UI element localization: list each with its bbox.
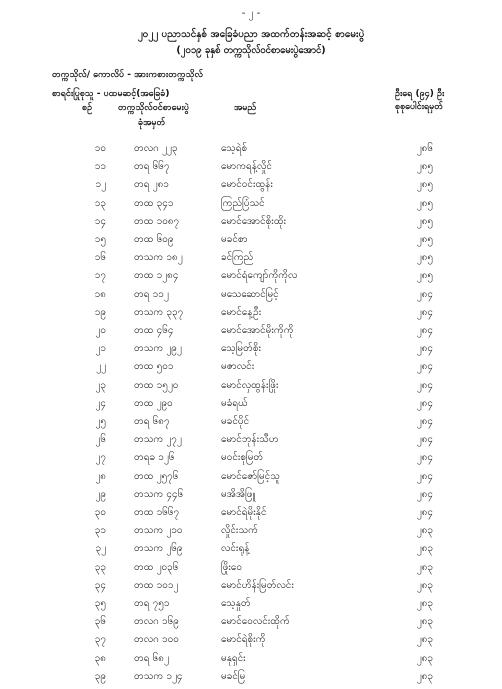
row-name: မောင်ရဲစိုးကို [221,634,266,646]
row-number: ၂၃ [95,379,106,391]
row-exam-no: တထ ၁၆၆၇ [134,507,180,518]
row-total-mark: ၂၈၃ [416,670,433,682]
row-exam-no: တရ ၂၈၁ [134,179,169,191]
row-total-mark: ၂၈၅ [416,270,433,282]
row-number: ၁၄ [94,215,106,227]
table-row [0,378,502,396]
row-total-mark: ၂၈၃ [416,634,433,646]
row-number: ၂၀ [95,325,106,336]
row-name: မသေဆောင်မြင့် [221,288,279,300]
row-exam-no: တသက ၃၃၇ [134,306,184,318]
row-name: မောင်ဟိန်းမြတ်လင်း [221,579,294,591]
row-total-mark: ၂၈၅ [416,161,433,173]
table-row [0,341,502,359]
region-label: တက္ကသိုလ်/ ကောလိပ် - အားကစားတက္ကသိုလ် [52,70,203,80]
row-name: မဇာလင်း [221,361,255,373]
row-name: မောကရန့်လှိုင် [221,161,272,173]
row-number: ၂၇ [95,452,106,464]
row-total-mark: ၂၈၄ [416,288,433,300]
table-row [0,651,502,669]
table-row [0,614,502,632]
table-row [0,232,502,250]
row-total-mark: ၂၈၃ [416,598,433,609]
row-total-mark: ၂၈၄ [416,416,433,427]
total-label: ဦးရေ (၉၄) ဦး [395,89,445,99]
row-total-mark: ၂၈၃ [416,561,433,573]
row-exam-no: တသက ၂၆၉ [134,543,183,555]
page-subtitle: (၂၀၁၉ ခုနှစ် တက္ကသိုလ်ဝင်စာမေးပွဲအောင်) [176,45,326,56]
row-number: ၂၂ [96,361,106,373]
table-row [0,487,502,505]
table-row [0,141,502,159]
row-total-mark: ၂၈၃ [416,543,433,555]
table-row [0,268,502,286]
row-name: မောင်နေ့ဦး [221,306,262,318]
table-row [0,323,502,341]
row-name: မခင်မြ [221,670,246,682]
row-number: ၁၆ [94,252,106,264]
header-exam: တက္ကသိုလ်ဝင်စာမေးပွဲ [118,103,189,113]
row-exam-no: တရ ၆၈၇ [134,416,170,427]
row-number: ၃၄ [94,579,106,591]
page-title: ၂၀၂၂ ပညာသင်နှစ် အခြေခံပညာ အထက်တန်းအဆင့် စာမေးပွဲ [137,29,365,40]
row-exam-no: တသက ၂၉၂ [134,343,182,355]
row-name: မောင်အောင်မိုးကိုကို [221,325,294,336]
row-number: ၃၁ [94,525,106,537]
row-name: မောင်ဇော်မြင့်သူ [221,470,280,482]
table-row [0,396,502,414]
row-total-mark: ၂၈၄ [416,343,433,355]
row-total-mark: ၂၈၄ [416,434,433,446]
row-name: သေ့နှုတ် [221,598,251,609]
row-total-mark: ၂၈၆ [416,143,433,154]
row-number: ၁၀ [94,143,106,154]
row-number: ၃၇ [94,634,106,646]
row-name: သေ့ရဲစ် [221,143,248,154]
row-name: ဖြိုးဝေ [221,561,242,573]
total-mark-header: စုစုပေါင်းရမှတ် [395,102,444,112]
row-number: ၃၅ [94,598,106,609]
row-name: မောင်ဝင်းထွန်း [221,179,273,191]
row-exam-no: တထ ၃၄၁ [134,197,174,209]
row-total-mark: ၂၈၄ [416,361,433,373]
row-name: မောင်အောင်စိုးထိုး [221,215,287,227]
row-name: မခင်ပိုင် [221,416,250,427]
row-number: ၁၂ [95,179,106,191]
row-total-mark: ၂၈၄ [416,379,433,391]
table-row [0,596,502,614]
table-row [0,177,502,195]
row-total-mark: ၂၈၄ [416,470,433,482]
table-row [0,159,502,177]
row-exam-no: တထ ၂၉၀ [134,397,173,409]
row-number: ၁၅ [94,234,106,245]
row-number: ၂၁ [95,343,106,355]
row-total-mark: ၂၈၄ [416,488,433,500]
row-exam-no: တလဂ ၁၀၀ [134,634,179,646]
row-name: လင်းရုန့် [221,543,250,555]
row-name: လှိုင်းသက် [221,525,258,537]
row-number: ၂၅ [95,416,106,427]
row-exam-no: တသက ၂၁၀ [134,525,183,537]
row-exam-no: တရ ၁၁၂ [134,288,169,300]
row-exam-no: တထ ၂၀၃၆ [134,561,179,573]
row-total-mark: ၂၈၅ [416,215,433,227]
row-name: မောင်ရံကျော်ကိုကိုလ [221,270,298,282]
row-name: မခင်စာ [221,234,248,245]
table-row [0,632,502,650]
row-name: သေ့မြတ်စိုး [221,343,261,355]
header-exam-no: ခုံအမှတ် [138,118,166,128]
row-exam-no: တထ ၁၂၈၄ [134,270,179,282]
row-total-mark: ၂၈၃ [416,579,433,591]
row-name: ခင်ကြည် [221,252,254,264]
row-name: မောင်လှထွန်းဖြိုး [221,379,279,391]
table-row [0,541,502,559]
row-exam-no: တသက ၄၄၆ [134,488,184,500]
row-exam-no: တသက ၂၇၂ [134,434,182,446]
table-row [0,505,502,523]
row-total-mark: ၂၈၃ [416,652,433,664]
row-number: ၃၉ [94,670,106,682]
row-number: ၂၄ [95,397,106,409]
table-row [0,414,502,432]
table-row [0,669,502,687]
row-exam-no: တရ ၇၅၁ [134,598,170,609]
row-total-mark: ၂၈၅ [416,197,433,209]
table-row [0,359,502,377]
page-number: - ၂ - [241,8,261,19]
row-exam-no: တသက ၁၂၄ [134,670,183,682]
row-name: မောင်ဝေလင်းထိုက် [221,616,290,628]
row-number: ၂၈ [95,470,106,482]
category-label: စာရင်းပြုစုသူ - ပထမဆင့်(အခြေခံ) [52,89,170,99]
row-exam-no: တထ ၂၅၇၆ [134,470,179,482]
row-total-mark: ၂၈၅ [416,234,433,245]
table-row [0,432,502,450]
row-total-mark: ၂၈၄ [416,325,433,336]
row-number: ၁၁ [94,161,106,173]
row-total-mark: ၂၈၃ [416,616,433,628]
row-number: ၁၇ [94,270,106,282]
table-row [0,469,502,487]
table-row [0,450,502,468]
row-exam-no: တရ ၆၆၇ [134,161,170,173]
row-name: မနုရှင်း [221,652,246,664]
header-no: စဉ် [82,103,93,113]
table-row [0,250,502,268]
row-exam-no: တထ ၁၅၂၀ [134,379,179,391]
row-total-mark: ၂၈၄ [416,452,433,464]
row-number: ၃၈ [94,652,106,664]
row-exam-no: တထ ၆၀၉ [134,234,174,245]
row-name: ကြည်ပြံသင် [221,197,265,209]
table-row [0,560,502,578]
table-row [0,523,502,541]
row-exam-no: တထ ၁၀၈၇ [134,215,180,227]
row-number: ၁၈ [94,288,106,300]
header-name: အမည် [234,103,257,113]
row-exam-no: တရခ ၁၂၆ [134,452,175,464]
row-exam-no: တရ ၆၈၂ [134,652,169,664]
row-name: မောင်ဘုန်းသီဟ [221,434,279,446]
table-row [0,305,502,323]
table-row [0,196,502,214]
row-number: ၃၀ [94,507,106,518]
row-name: မဝင်းစုမြတ် [221,452,264,464]
row-number: ၂၆ [95,434,106,446]
row-exam-no: တလဂ ၂၂၃ [134,143,178,154]
table-row [0,578,502,596]
row-total-mark: ၂၈၄ [416,397,433,409]
row-exam-no: တထ ၄၆၄ [134,325,174,336]
row-number: ၁၉ [94,306,106,318]
row-name: မအိအိဖြူ [221,488,256,500]
row-exam-no: တထ ၁၀၁၂ [134,579,179,591]
row-number: ၃၆ [94,616,106,628]
row-name: မခံရယ် [221,397,248,409]
row-exam-no: တထ ၅၀၁ [134,361,174,373]
row-number: ၁၃ [94,197,106,209]
table-row [0,214,502,232]
row-total-mark: ၂၈၅ [416,252,433,264]
row-total-mark: ၂၈၃ [416,525,433,537]
row-total-mark: ၂၈၄ [416,507,433,518]
row-exam-no: တလဂ ၁၆၉ [134,616,179,628]
row-number: ၃၃ [94,561,106,573]
row-exam-no: တသက ၁၈၂ [134,252,183,264]
row-number: ၃၂ [95,543,106,555]
row-number: ၂၉ [95,488,106,500]
table-row [0,287,502,305]
row-name: မောင်ရဲမိုးနိုင် [221,507,267,518]
row-total-mark: ၂၈၄ [416,306,433,318]
row-total-mark: ၂၈၅ [416,179,433,191]
